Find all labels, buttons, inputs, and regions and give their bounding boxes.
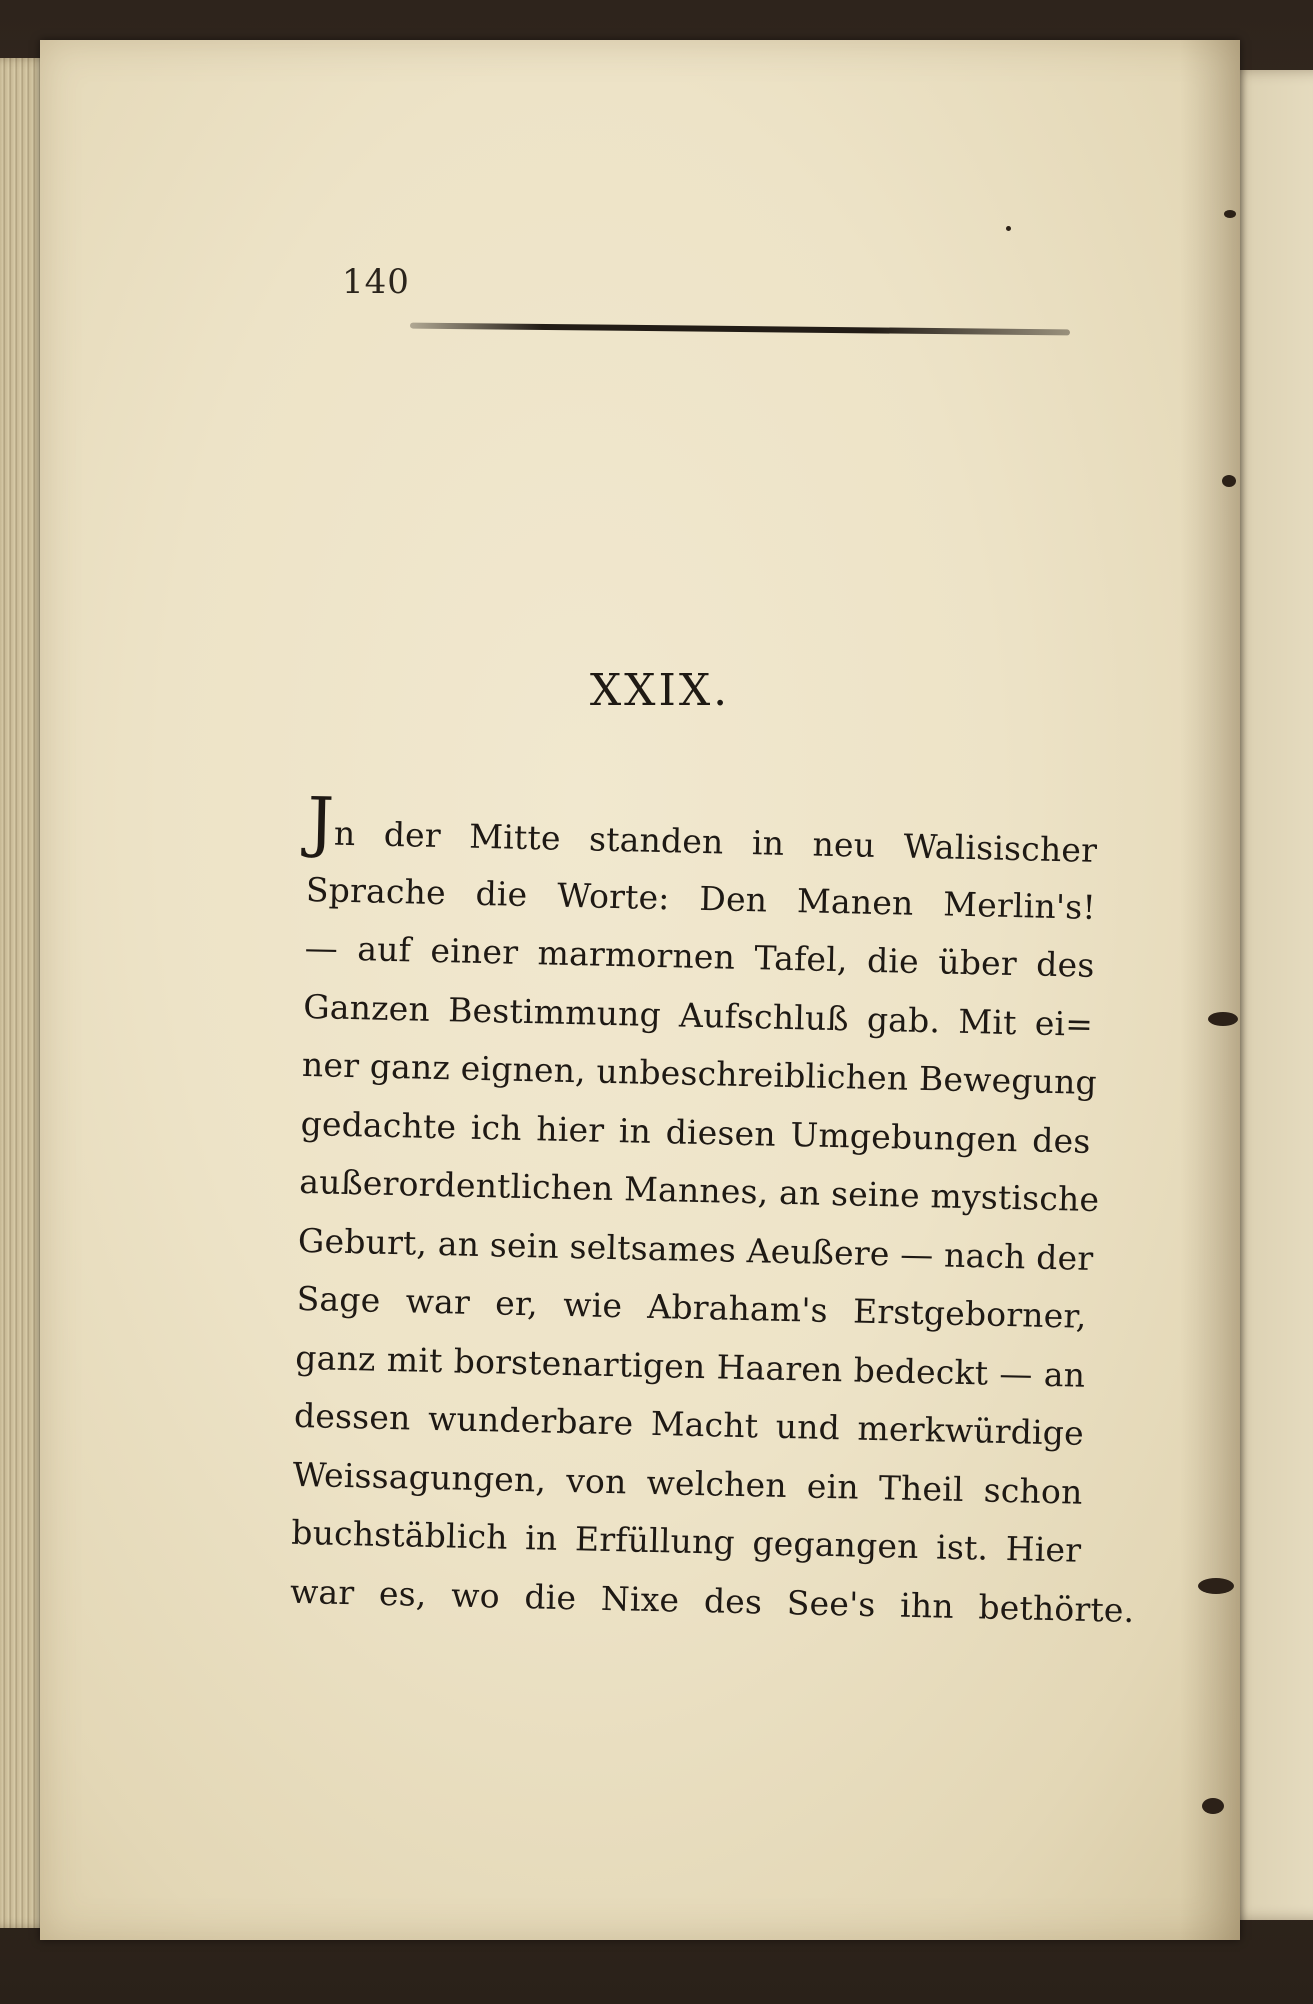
text-line-3: — auf einer marmornen Tafel, die über des <box>304 927 1095 985</box>
ink-speck <box>1222 475 1236 487</box>
chapter-heading: XXIX. <box>589 665 731 716</box>
ink-speck <box>1198 1578 1234 1594</box>
text-line-7: außerordentlichen Mannes, an seine mystische <box>298 1161 1100 1220</box>
text-line-1-content: n der Mitte standen in neu Walisischer <box>333 813 1098 870</box>
text-line-2: Sprache die Worte: Den Manen Merlin's! <box>305 869 1097 927</box>
text-line-11: dessen wunderbare Macht und merkwürdige <box>293 1395 1085 1453</box>
text-line-5: ner ganz eignen, unbeschreiblichen Bewegung <box>301 1044 1098 1102</box>
text-line-8: Geburt, an sein seltsames Aeußere — nach der <box>297 1220 1094 1278</box>
text-line-14: war es, wo die Nixe des See's ihn bethörte. <box>289 1571 1135 1630</box>
ink-speck <box>1006 226 1011 231</box>
ink-speck <box>1202 1798 1224 1814</box>
right-page-edge <box>1230 70 1313 1920</box>
header-rule <box>410 323 1070 336</box>
book-page <box>40 40 1240 1940</box>
ink-speck <box>1208 1012 1238 1026</box>
text-line-9: Sage war er, wie Abraham's Erstgeborner, <box>296 1278 1087 1336</box>
ink-speck <box>1224 210 1236 218</box>
page-number: 140 <box>342 262 410 302</box>
text-line-6: gedachte ich hier in diesen Umgebungen des <box>300 1103 1091 1161</box>
drop-cap: J <box>306 783 336 861</box>
text-line-4: Ganzen Bestimmung Aufschluß gab. Mit ei= <box>302 986 1094 1044</box>
text-line-12: Weissagungen, von welchen ein Theil schon <box>292 1454 1083 1512</box>
body-text <box>289 783 1135 1639</box>
text-line-13: buchstäblich in Erfüllung gegangen ist. Hier <box>290 1512 1082 1570</box>
text-line-10: ganz mit borstenartigen Haaren bedeckt — an <box>294 1337 1086 1395</box>
